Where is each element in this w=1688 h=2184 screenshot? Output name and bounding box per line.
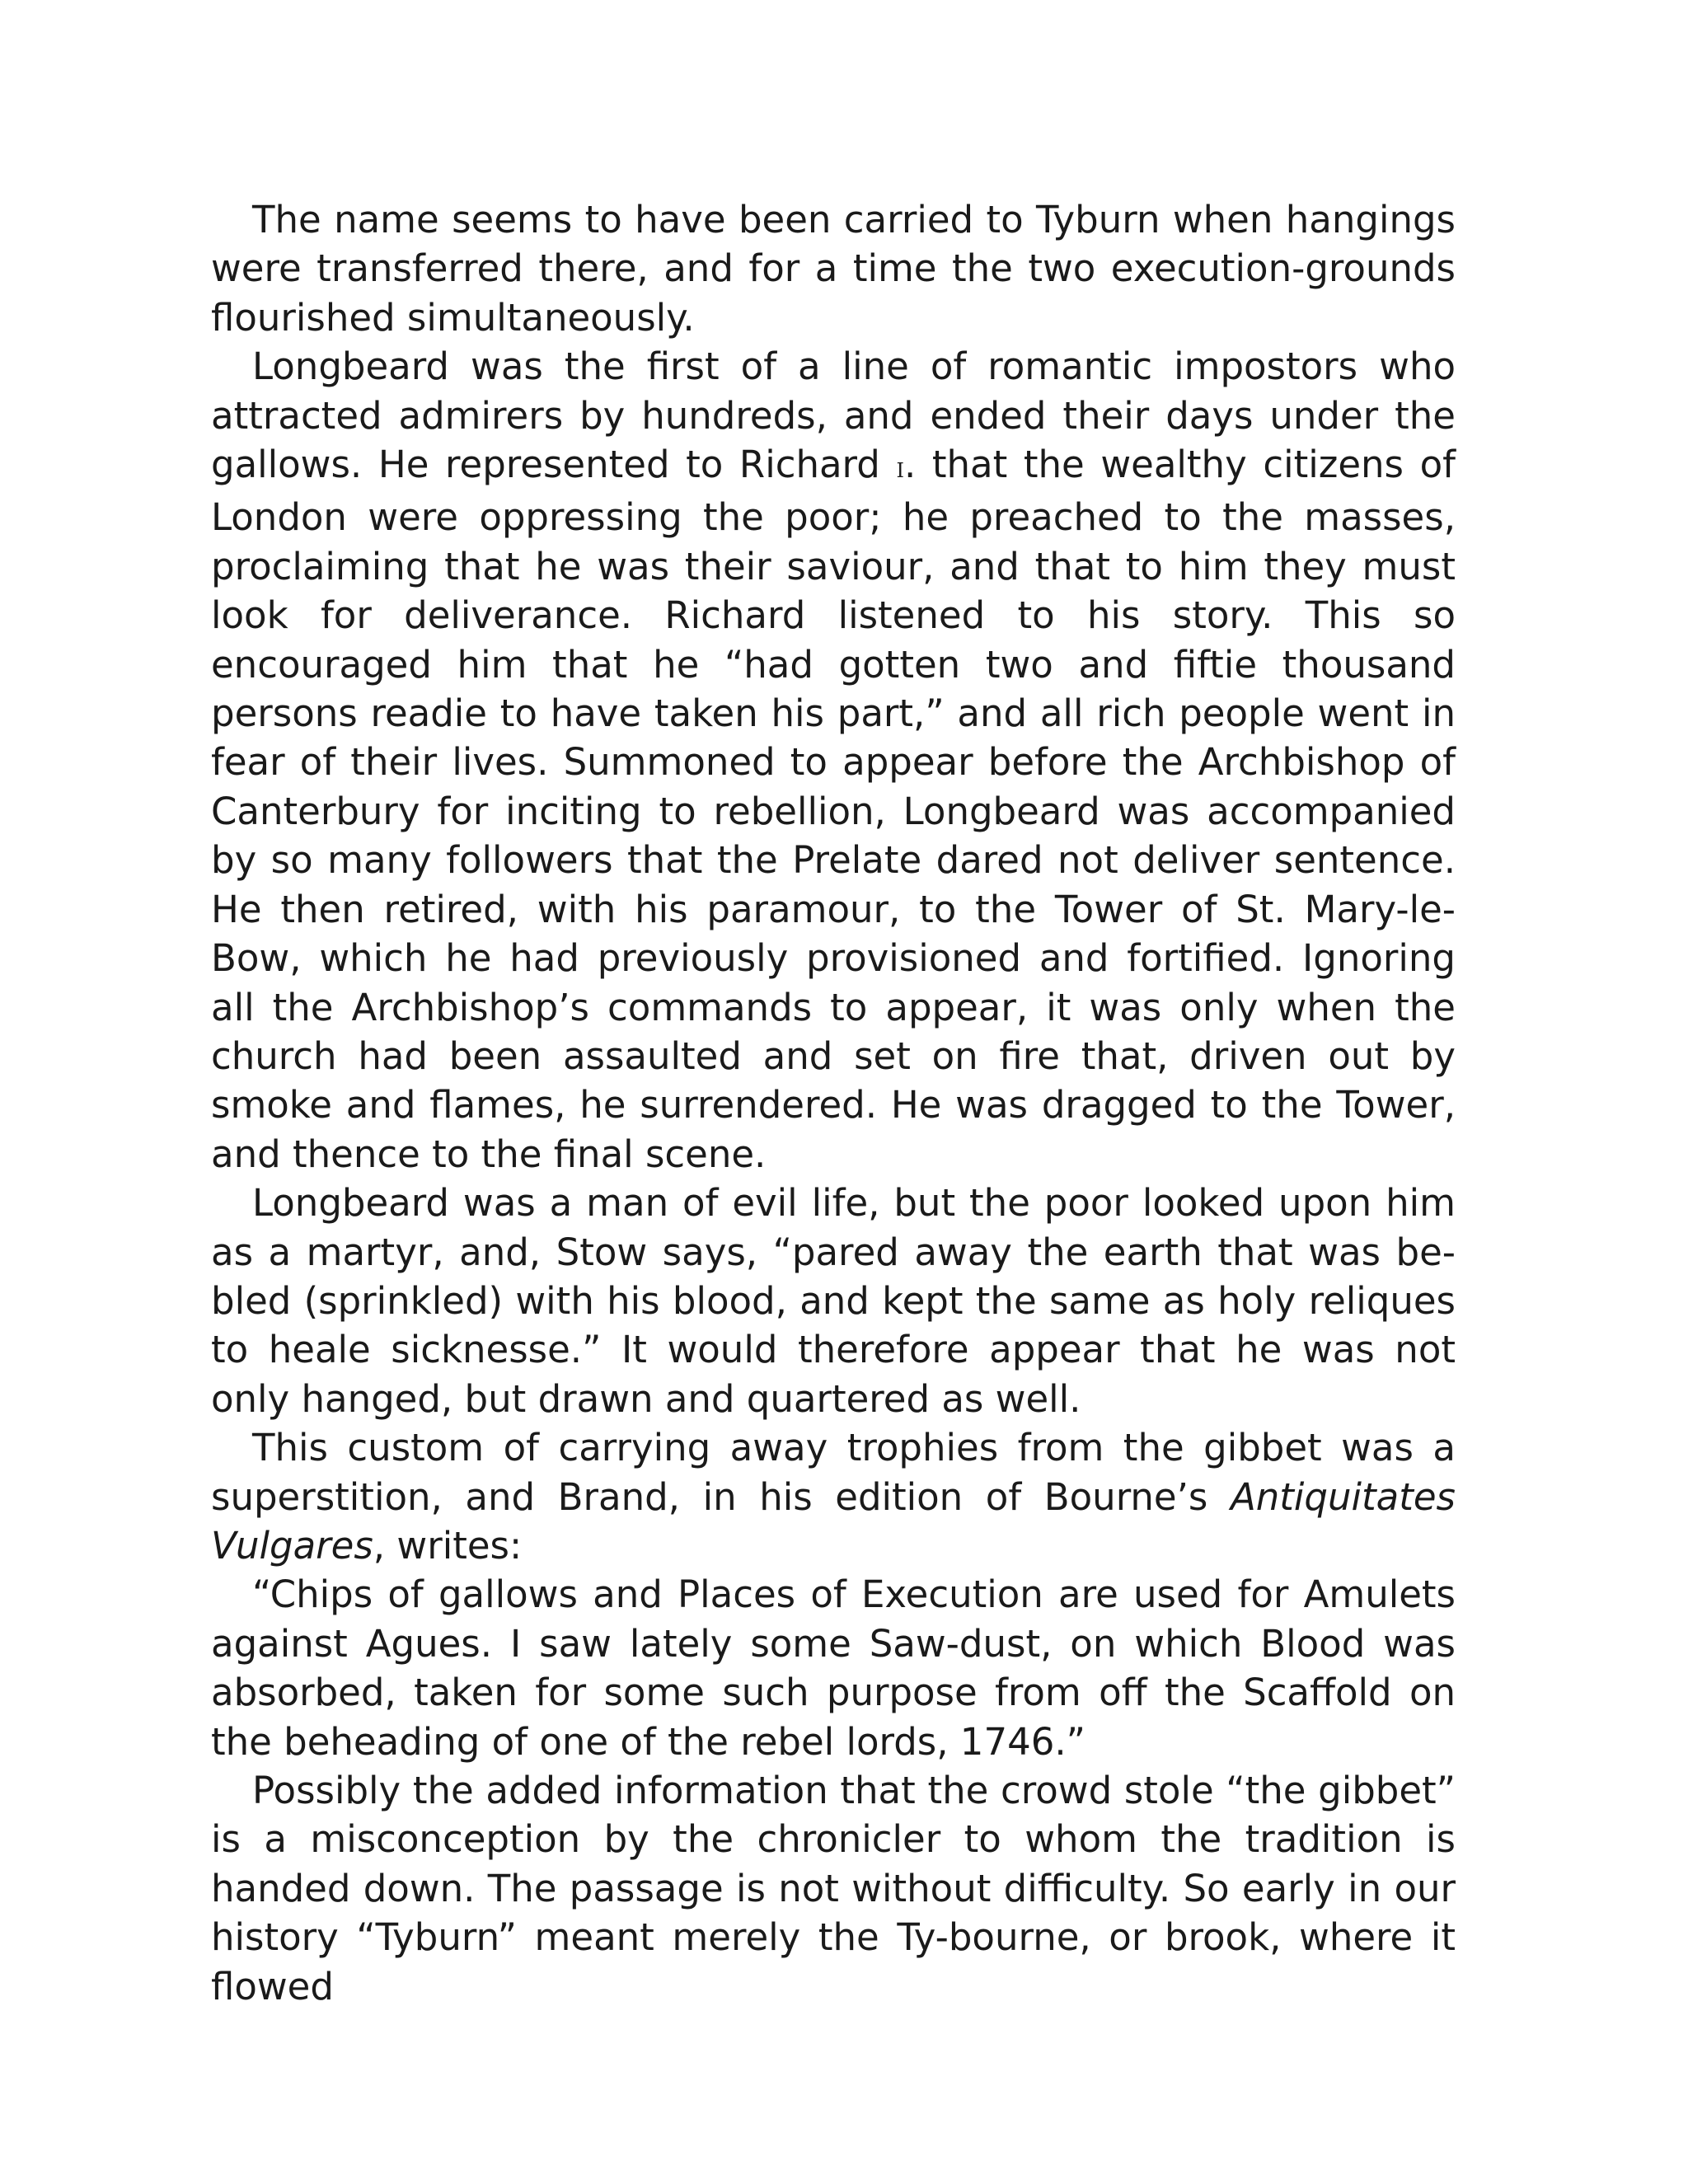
body-text (211, 195, 1456, 2011)
text-segment: Longbeard was a man of evil life, but the poor looked upon him as a martyr, and, Stow says, “pared away the earth that was be-bled (sprinkled) with his blood, and kept the same as holy reliques to heale sicknesse.” It would therefore appear that he was not only hanged, but drawn and quartered as well. (211, 1181, 1456, 1421)
text-segment: “Chips of gallows and Places of Execution are used for Amulets against Agues. I saw lately some Saw-dust, on which Blood was absorbed, taken for some such purpose from off the Scaffold on the beheading of one of the rebel lords, 1746.” (211, 1572, 1456, 1764)
paragraph-2 (211, 342, 1456, 1179)
paragraph-4 (211, 1423, 1456, 1570)
book-title: Antiquitates Vulgares (211, 1474, 1456, 1568)
text-segment: Longbeard was the first of a line of romantic impostors who attracted admirers by hundreds, and ended their days under the gallows. He represented to Richard (211, 344, 1456, 487)
regnal-numeral: i (896, 452, 904, 485)
paragraph-1 (211, 195, 1456, 342)
paragraph-5-quotation (211, 1570, 1456, 1766)
text-segment: , writes: (373, 1523, 523, 1568)
text-segment: This custom of carrying away trophies from the gibbet was a superstition, and Brand, in his edition of Bourne’s (211, 1426, 1456, 1519)
text-segment: The name seems to have been carried to Tyburn when hangings were transferred there, and for a time the two execution-grounds flourished simultaneously. (211, 198, 1456, 340)
paragraph-6 (211, 1766, 1456, 2011)
paragraph-3 (211, 1179, 1456, 1423)
text-segment: Possibly the added information that the crowd stole “the gibbet” is a misconception by the chronicler to whom the tradition is handed down. The passage is not without difficulty. So early in our history “Tyburn” meant merely the Ty-bourne, or brook, where it flowed (211, 1769, 1456, 2008)
text-segment: . that the wealthy citizens of London were oppressing the poor; he preached to the masses, proclaiming that he was their saviour, and that to him they must look for deliverance. Richard listened to his story. This so encouraged him that he “had gotten two and fiftie thousand persons readie to have taken his part,” and all rich people went in fear of their lives. Summoned to appear before the Archbishop of Canterbury for inciting to rebellion, Longbeard was accompanied by so many followers that the Prelate dared not deliver sentence. He then retired, with his paramour, to the Tower of St. Mary-le-Bow, which he had previously provisioned and fortified. Ignoring all the Archbishop’s commands to appear, it was only when the church had been assaulted and set on fire that, driven out by smoke and flames, he surrendered. He was dragged to the Tower, and thence to the final scene. (211, 443, 1456, 1176)
